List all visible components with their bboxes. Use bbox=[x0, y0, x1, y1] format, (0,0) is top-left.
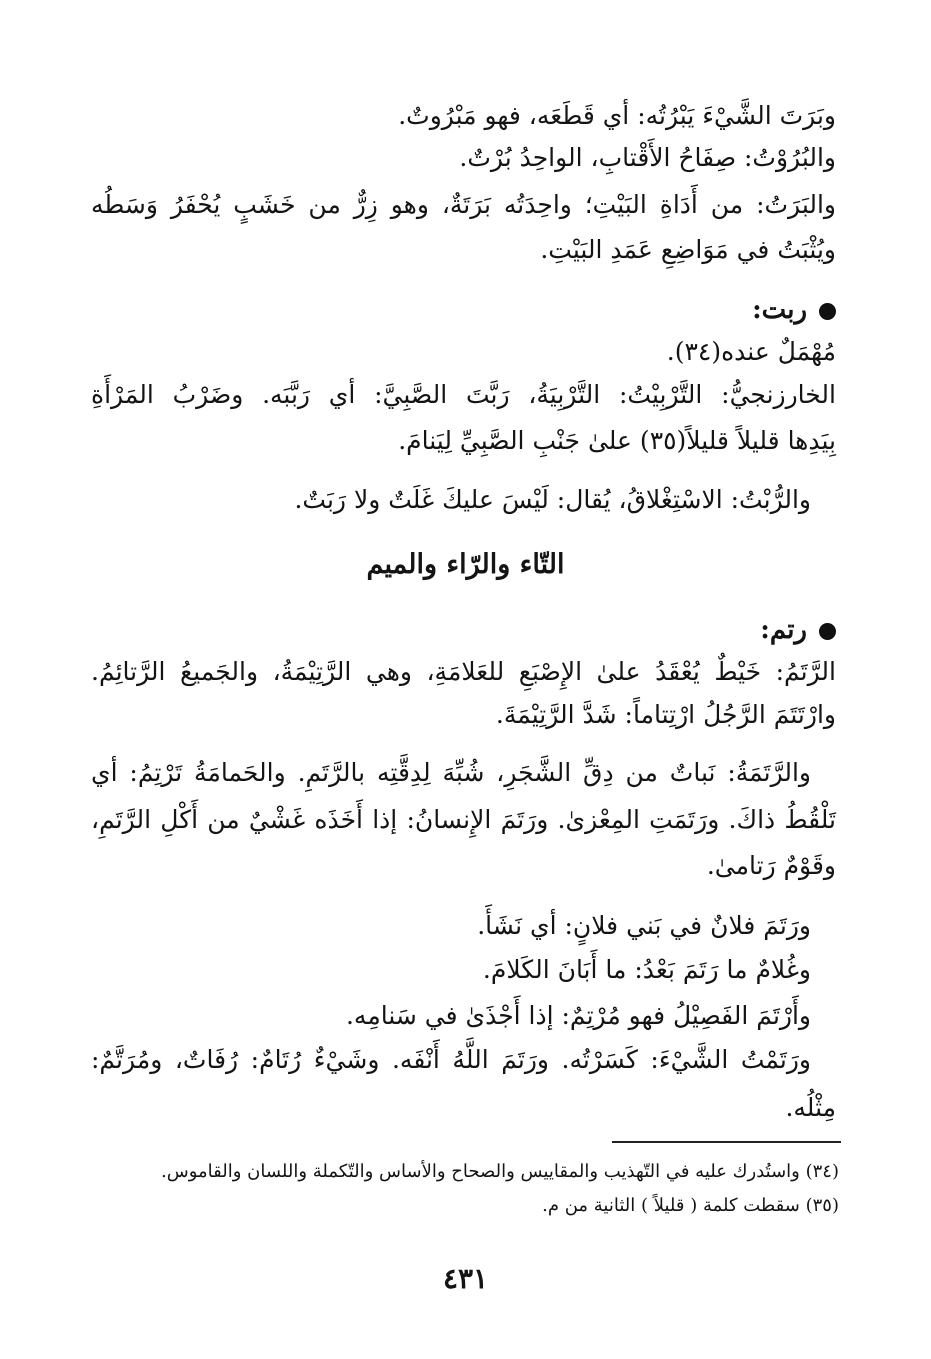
bullet-icon bbox=[819, 623, 836, 640]
text-line: والبَرَتُ: من أَدَاةِ البَيْتِ؛ واحِدَتُه بَرَتَةٌ، وهو زِرٌّ من خَشَبٍ يُحْفَرُ وَسَطُه bbox=[91, 190, 836, 219]
text-line: وقَوْمٌ رَتامىٰ. bbox=[706, 851, 836, 880]
footnote: (٣٥) سقطت كلمة ( قليلاً ) الثانية من م. bbox=[542, 1195, 839, 1216]
text-line: ويُثْبَتُ في مَوَاضِعِ عَمَدِ البَيْتِ. bbox=[540, 235, 836, 264]
entry-heading-label: ربت: bbox=[752, 295, 807, 325]
text-line: الخارزنجيُّ: التَّرْبِيْتُ: التَّرْبِيَةُ، رَبَّتَ الصَّبِيَّ: أي رَبَّبَه. وضَرْبُ المَرْأَةِ bbox=[91, 380, 836, 409]
text-line: ورَتَمْتُ الشَّيْءَ: كَسَرْتُه. ورَتَمَ اللَّهُ أَنْفَه. وشَيْءٌ رُتَامٌ: رُفَاتٌ، ومُرَتَّمٌ: bbox=[91, 1045, 811, 1074]
footnote-separator bbox=[612, 1141, 841, 1143]
footnote: (٣٤) واستُدرك عليه في التّهذيب والمقاييس والصحاح والأساس والتّكملة واللسان والقاموس. bbox=[161, 1161, 839, 1182]
text-line: بِيَدِها قليلاً قليلاً(٣٥) علىٰ جَنْبِ الصَّبِيِّ لِيَنامَ. bbox=[398, 426, 836, 455]
text-line: مُهْمَلٌ عنده(٣٤). bbox=[666, 337, 836, 366]
text-line: مِثْلُه. bbox=[785, 1093, 836, 1122]
bullet-icon bbox=[819, 303, 836, 320]
text-line: تَلْقُطُ ذاكَ. ورَتَمَتِ المِعْزىٰ. ورَتَمَ الإِنسانُ: إذا أَخَذَه غَشْيٌ من أَكْلِ الرَّتَمِ، bbox=[91, 805, 836, 834]
entry-heading-rtm bbox=[760, 612, 836, 648]
section-title: التّاء والرّاء والميم bbox=[366, 549, 565, 580]
text-line: والرُّبْتُ: الاسْتِغْلاقُ، يُقال: لَيْسَ عليكَ غَلَتٌ ولا رَبَتٌ. bbox=[294, 485, 811, 514]
text-line: الرَّتَمُ: خَيْطٌ يُعْقَدُ علىٰ الإِصْبَعِ للعَلامَةِ، وهي الرَّتِيْمَةُ، والجَميعُ الرَّتائِمُ. bbox=[91, 657, 836, 686]
text-line: وارْتَتَمَ الرَّجُلُ ارْتِتاماً: شَدَّ الرَّتِيْمَةَ. bbox=[495, 700, 836, 729]
text-line: وأَرْتَمَ الفَصِيْلُ فهو مُرْتِمٌ: إذا أَجْذَىٰ في سَنامِه. bbox=[345, 1001, 811, 1030]
text-line: وغُلامٌ ما رَتَمَ بَعْدُ: ما أَبَانَ الكَلامَ. bbox=[482, 955, 811, 984]
text-line: والبُرُوْتُ: صِفَاحُ الأَقْتابِ، الواحِدُ بُرْتٌ. bbox=[459, 143, 836, 172]
entry-heading-rbt bbox=[752, 292, 836, 328]
text-line: ورَتَمَ فلانٌ في بَني فلانٍ: أي نَشَأَ. bbox=[477, 911, 811, 940]
text-line: والرَّتَمَةُ: نَباتٌ من دِقِّ الشَّجَرِ، شُبِّهَ لِدِقَّتِه بالرَّتَمِ. والحَمامَةُ تَرْتِمُ: أي bbox=[91, 758, 811, 787]
page-number: ٤٣١ bbox=[442, 1262, 489, 1295]
entry-heading-label: رتم: bbox=[760, 615, 807, 645]
text-line: وبَرَتَ الشَّيْءَ يَبْرُتُه: أي قَطَعَه، فهو مَبْرُوتٌ. bbox=[398, 101, 836, 130]
